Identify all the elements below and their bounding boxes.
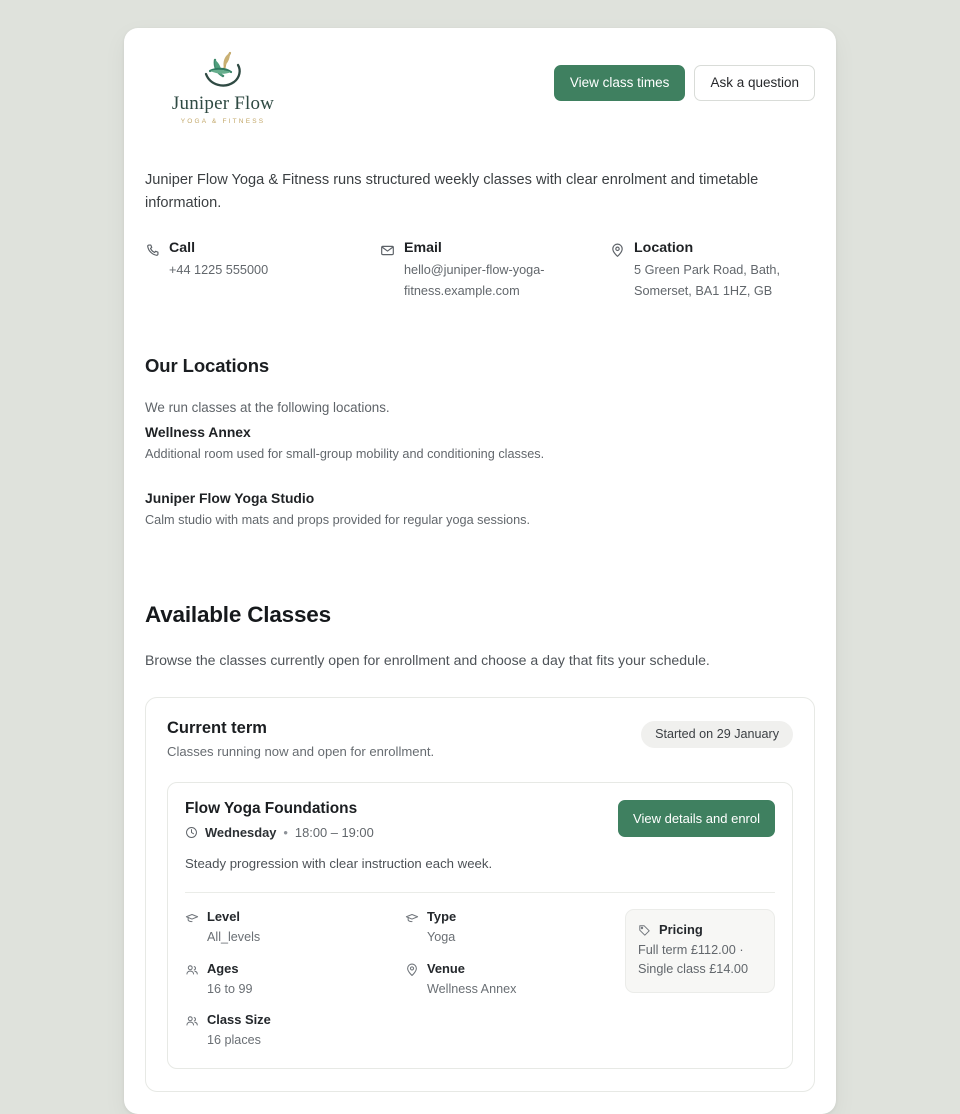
term-name: Current term xyxy=(167,719,267,738)
locations-section xyxy=(145,355,815,530)
term-header xyxy=(167,719,793,759)
brand-logo[interactable] xyxy=(145,50,295,125)
location-item xyxy=(145,490,815,530)
location-name: Wellness Annex xyxy=(145,424,251,441)
intro-text: Juniper Flow Yoga & Fitness runs structured weekly classes with clear enrolment and timetable information. xyxy=(145,172,759,211)
class-card-header xyxy=(185,800,775,840)
meta-type xyxy=(405,909,625,945)
class-time: 18:00 – 19:00 xyxy=(294,825,374,841)
pricing-header xyxy=(638,922,761,937)
graduation-cap-icon xyxy=(405,909,419,945)
class-schedule xyxy=(185,825,374,840)
phone-icon xyxy=(145,240,160,302)
page-body xyxy=(124,169,836,1092)
meta-ages-label: Ages xyxy=(207,960,239,976)
location-description: Calm studio with mats and props provided for regular yoga sessions. xyxy=(145,513,531,528)
main-card xyxy=(124,28,836,1114)
page-header xyxy=(124,28,836,125)
contact-email[interactable] xyxy=(380,240,610,302)
class-card-divider xyxy=(185,892,775,893)
contact-email-label: Email xyxy=(404,240,442,257)
locations-title: Our Locations xyxy=(145,355,270,377)
meta-class-size xyxy=(185,1012,405,1048)
graduation-cap-icon xyxy=(185,909,199,945)
leaf-logo-icon xyxy=(200,50,246,92)
people-icon xyxy=(185,961,199,997)
class-meta-column-left xyxy=(185,909,405,1048)
header-actions xyxy=(554,50,815,101)
contact-call[interactable] xyxy=(145,240,380,302)
envelope-icon xyxy=(380,240,395,302)
meta-level-label: Level xyxy=(207,909,240,925)
meta-type-label: Type xyxy=(427,909,457,925)
meta-ages xyxy=(185,961,405,997)
contact-location-value: 5 Green Park Road, Bath, Somerset, BA1 1HZ, GB xyxy=(634,263,780,299)
class-meta-column-right xyxy=(405,909,625,1048)
class-day: Wednesday xyxy=(205,825,277,841)
available-classes-title: Available Classes xyxy=(145,602,331,628)
view-class-times-button[interactable]: View class times xyxy=(554,65,686,101)
contact-call-label: Call xyxy=(169,240,196,257)
pricing-box xyxy=(625,909,775,993)
class-meta-section xyxy=(185,909,775,1048)
term-status-badge: Started on 29 January xyxy=(641,721,793,748)
meta-type-value: Yoga xyxy=(427,930,456,945)
people-icon xyxy=(185,1012,199,1048)
pricing-label: Pricing xyxy=(659,922,703,938)
term-subtitle: Classes running now and open for enrollment. xyxy=(167,744,435,760)
meta-ages-value: 16 to 99 xyxy=(207,981,253,996)
meta-class-size-label: Class Size xyxy=(207,1012,271,1028)
brand-name: Juniper Flow xyxy=(171,93,275,114)
meta-class-size-value: 16 places xyxy=(207,1033,261,1048)
contact-location[interactable] xyxy=(610,240,810,302)
term-card xyxy=(145,697,815,1091)
map-pin-icon xyxy=(405,961,419,997)
clock-icon xyxy=(185,826,198,839)
meta-venue-value: Wellness Annex xyxy=(427,981,517,996)
ask-a-question-button[interactable]: Ask a question xyxy=(694,65,815,101)
meta-venue-label: Venue xyxy=(427,960,465,976)
meta-level-value: All_levels xyxy=(207,930,261,945)
class-card xyxy=(167,782,793,1068)
view-details-and-enrol-button[interactable]: View details and enrol xyxy=(618,800,775,837)
class-schedule-separator: • xyxy=(283,825,288,841)
map-pin-icon xyxy=(610,240,625,302)
class-meta-columns xyxy=(185,909,625,1048)
contact-email-value: hello@juniper-flow-yoga-fitness.example.com xyxy=(404,263,545,299)
contact-row xyxy=(145,240,815,302)
class-description: Steady progression with clear instruction each week. xyxy=(185,856,493,872)
brand-tagline: YOGA & FITNESS xyxy=(180,118,266,125)
location-description: Additional room used for small-group mobility and conditioning classes. xyxy=(145,447,545,462)
class-name: Flow Yoga Foundations xyxy=(185,800,358,818)
contact-location-label: Location xyxy=(634,240,694,257)
pricing-value: Full term £112.00 · Single class £14.00 xyxy=(638,943,749,977)
available-classes-section xyxy=(145,602,815,1091)
meta-venue xyxy=(405,961,625,997)
available-classes-lead: Browse the classes currently open for enrollment and choose a day that fits your schedule. xyxy=(145,652,710,669)
contact-call-value: +44 1225 555000 xyxy=(169,263,269,278)
location-item xyxy=(145,424,815,464)
tag-icon xyxy=(638,922,651,937)
meta-level xyxy=(185,909,405,945)
locations-lead: We run classes at the following locations. xyxy=(145,400,390,416)
location-name: Juniper Flow Yoga Studio xyxy=(145,490,315,507)
